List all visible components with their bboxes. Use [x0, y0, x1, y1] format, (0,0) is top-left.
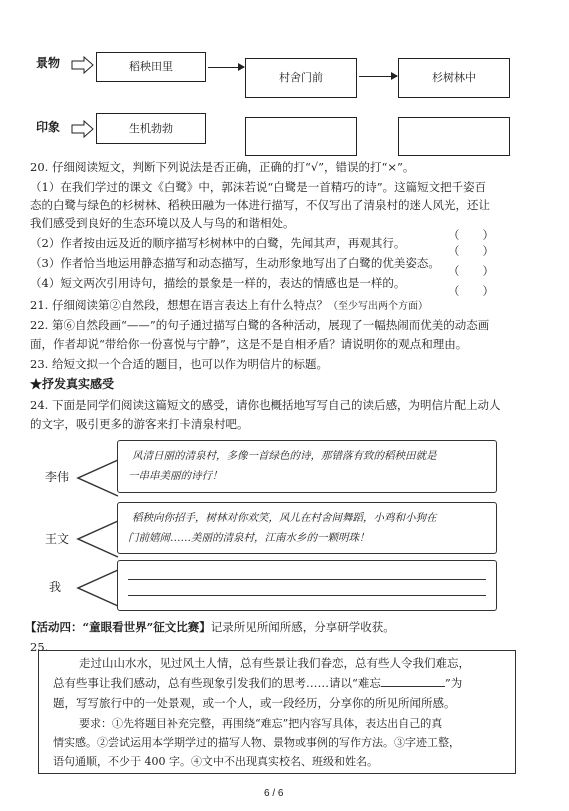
prompt-text-line2 [53, 676, 462, 691]
scenery-label: 景物 [36, 56, 61, 70]
box-label: 杉树林中 [432, 71, 476, 84]
student-name-me: 我 [49, 580, 62, 594]
answer-paren[interactable]: （ ） [448, 284, 494, 298]
q20-stem: 20. 仔细阅读短文，判断下列说法是否正确，正确的打“√”，错误的打“×”。 [30, 160, 415, 174]
activity-tag: 【活动四：“童眼看世界”征文比赛】 [25, 620, 211, 634]
prompt-text: 题，写写旅行中的一处景观，或一个人，或一段经历，分享你的所见所闻所感。 [53, 696, 456, 710]
activity-desc: 记录所见所闻所感，分享研学收获。 [210, 620, 395, 634]
arrow-icon [208, 67, 244, 68]
writing-line [128, 579, 486, 580]
q20-item1: （1）在我们学过的课文《白鹭》中，郭沫若说“白鹭是一首精巧的诗”。这篇短文把千姿百 [30, 180, 487, 194]
diagram-answer-box[interactable] [245, 117, 357, 156]
page-number: 6 / 6 [264, 788, 284, 799]
bubble-text: 一串串美丽的诗行！ [128, 470, 223, 482]
comment-bubble-wangwen [117, 502, 497, 554]
title-blank[interactable] [381, 676, 445, 687]
box-label: 村舍门前 [279, 71, 323, 84]
q21-question: 21. 仔细阅读第②自然段，想想在语言表达上有什么特点？ [30, 298, 328, 312]
activity-heading [25, 620, 395, 635]
speech-pointer-icon [76, 519, 120, 563]
bubble-text: 门前嬉闹……美丽的清泉村，江南水乡的一颗明珠！ [128, 532, 370, 544]
speech-pointer-icon [76, 568, 120, 612]
answer-paren[interactable]: （ ） [448, 228, 494, 242]
diagram-box-paddy [96, 52, 206, 82]
hollow-arrow-icon [70, 55, 96, 75]
q22-text: 22. 第⑥自然段画“——”的句子通过描写白鹭的各种活动，展现了一幅热闹而优美的动态画 [30, 318, 490, 332]
comment-bubble-liwei [117, 440, 497, 493]
q20-item1-cont: 态的白鹭与绿色的杉树林、稻秧田融为一体进行描写，不仅写出了清泉村的迷人风光，还让 [30, 198, 490, 212]
box-label: 稻秧田里 [129, 60, 173, 73]
impression-label: 印象 [36, 120, 61, 134]
hollow-arrow-icon [70, 119, 96, 139]
prompt-text: 总有些事让我们感动，总有些现象引发我们的思考……请以“难忘 [53, 676, 381, 690]
answer-paren[interactable]: （ ） [448, 244, 494, 258]
prompt-text: 走过山山水水，见过风土人情，总有些景让我们眷恋，总有些人令我们难忘， [79, 656, 470, 670]
diagram-answer-box[interactable] [398, 117, 510, 156]
q23-text: 23. 给短文拟一个合适的题目，也可以作为明信片的标题。 [30, 357, 328, 371]
prompt-text: ”为 [444, 676, 463, 690]
q21-note: （至少写出两个方面） [327, 301, 428, 312]
my-comment-box[interactable] [117, 560, 497, 611]
answer-paren[interactable]: （ ） [448, 264, 494, 278]
diagram-box-vitality [96, 113, 206, 144]
q20-item2: （2）作者按由远及近的顺序描写杉树林中的白鹭，先闻其声，再观其行。 [30, 236, 406, 250]
essay-prompt-box [38, 650, 516, 774]
diagram-box-village [245, 58, 357, 98]
student-name-wangwen: 王文 [45, 532, 70, 546]
student-name-liwei: 李伟 [45, 470, 70, 484]
bubble-text: 风清日丽的清泉村，多像一首绿色的诗，那错落有致的稻秧田就是 [132, 450, 437, 462]
q20-item1-cont: 我们感受到良好的生态环境以及人与鸟的和谐相处。 [30, 216, 295, 230]
writing-line [128, 595, 486, 596]
q20-item4: （4）短文两次引用诗句，描绘的景象是一样的，表达的情感也是一样的。 [30, 276, 406, 290]
diagram-box-forest [398, 58, 510, 98]
q21-text [30, 298, 428, 314]
requirement-text: 情实感。②尝试运用本学期学过的描写人物、景物或事例的写作方法。③字迹工整， [53, 736, 460, 749]
requirement-text: 要求：①先将题目补充完整，再围绕“难忘”把内容写具体，表达出自己的真 [79, 717, 443, 730]
q24-text-cont: 的文字，吸引更多的游客来打卡清泉村吧。 [30, 417, 249, 431]
arrow-icon [359, 76, 397, 77]
q25-number: 25. [30, 640, 49, 654]
q22-text-cont: 面，作者却说“带给你一份喜悦与宁静”，这是不是自相矛盾？请说明你的观点和理由。 [30, 337, 468, 351]
speech-pointer-icon [76, 458, 120, 502]
q24-text: 24. 下面是同学们阅读这篇短文的感受，请你也概括地写写自己的读后感，为明信片配上动人 [30, 398, 501, 412]
section-heading: ★抒发真实感受 [30, 377, 115, 391]
requirement-text: 语句通顺，不少于 400 字。④文中不出现真实校名、班级和姓名。 [53, 755, 378, 768]
q20-item3: （3）作者恰当地运用静态描写和动态描写，生动形象地写出了白鹭的优美姿态。 [30, 256, 440, 270]
box-label: 生机勃勃 [129, 122, 173, 135]
bubble-text: 稻秧向你招手，树林对你欢笑，风儿在村舍间舞蹈，小鸡和小狗在 [132, 512, 437, 524]
